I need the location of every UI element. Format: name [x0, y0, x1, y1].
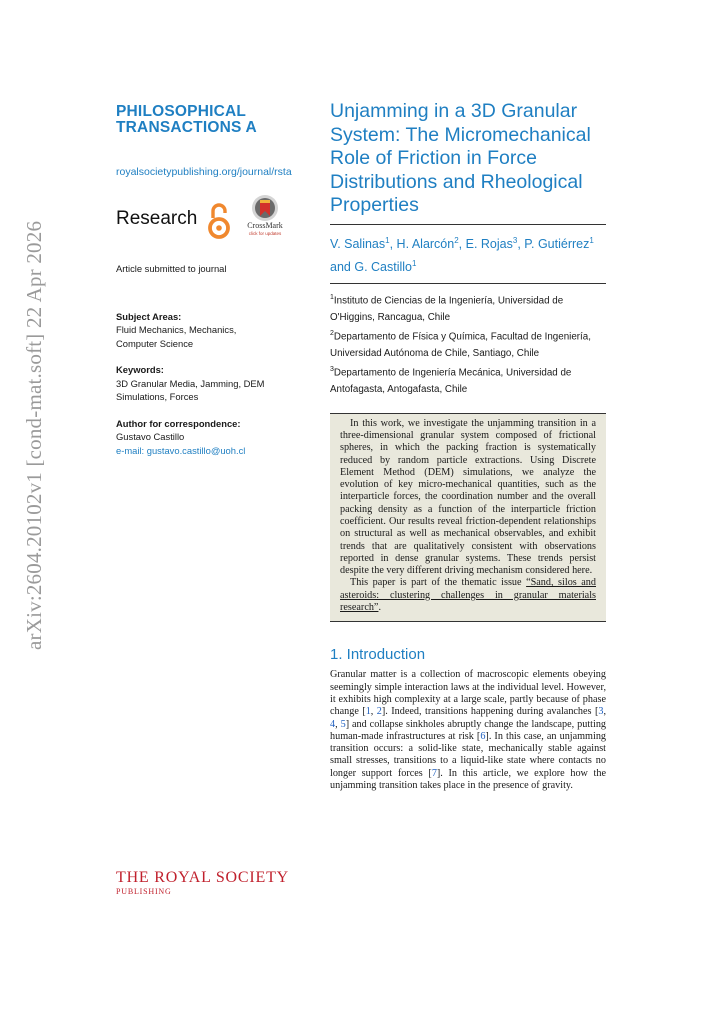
thematic-issue-note	[340, 577, 596, 614]
author-name: G. Castillo	[354, 259, 412, 274]
correspondence-block	[116, 417, 316, 458]
subject-areas-line1: Fluid Mechanics, Mechanics,	[116, 324, 237, 335]
journal-name-line2: TRANSACTIONS A	[116, 119, 257, 136]
submission-note: Article submitted to journal	[116, 263, 227, 274]
intro-text: ,	[370, 706, 377, 718]
abstract-paragraph: In this work, we investigate the unjamming transition in a three-dimensional granular system composed of frictional spheres, in which the packing fraction is systematically reduced by random particle extractions. Using Discrete Element Method (DEM) simulations, we analyze the evolution of key micro-mechanical quantities, such as the interparticle forces, the coordination number and the overall packing density as a function of the interparticle friction coefficient. Our results reveal friction-dependent relationships on structural as well as mechanical observables, and exhibit trends that are qualitatively consistent with observations reported in dense granular systems. These trends persist despite the very different driving mechanism considered here.	[340, 417, 596, 577]
correspondence-name: Gustavo Castillo	[116, 431, 185, 442]
correspondence-email-link[interactable]: e-mail: gustavo.castillo@uoh.cl	[116, 444, 246, 456]
intro-text: ,	[603, 706, 606, 718]
subject-areas-line2: Computer Science	[116, 337, 194, 349]
main-column	[330, 100, 606, 792]
affiliation-mark: 1	[330, 293, 334, 301]
thematic-issue-prefix: This paper is part of the thematic issue	[350, 577, 527, 589]
crossmark-label: CrossMark	[247, 221, 283, 230]
title-line: System: The Micromechanical	[330, 123, 591, 146]
intro-text: ,	[335, 718, 341, 730]
affiliation-text: Departamento de Ingeniería Mecánica, Universidad de Antofagasta, Antogafasta, Chile	[330, 367, 572, 396]
journal-name[interactable]	[116, 104, 316, 136]
citation-link[interactable]: 2	[376, 706, 382, 718]
affiliation-item	[330, 326, 606, 362]
author-affil-mark: 3	[512, 235, 518, 245]
author-name: P. Gutiérrez	[524, 236, 590, 251]
section-heading-introduction: 1. Introduction	[330, 646, 426, 664]
thematic-issue-link[interactable]: “Sand, silos and asteroids: clustering challenges in granular materials research”	[340, 577, 596, 614]
badge-row	[116, 194, 316, 242]
citation-link[interactable]: 7	[431, 767, 437, 779]
author-list: V. Salinas$^1$, H. Alarcón$^2$, E. Rojas$^3$, P. Gutiérrez$^1$ and G. Castillo$^1$	[330, 235, 594, 274]
journal-name-line1: PHILOSOPHICAL	[116, 103, 247, 120]
article-type-label: Research	[116, 208, 198, 229]
author-name: H. Alarcón	[396, 236, 455, 251]
publisher-subname: PUBLISHING	[116, 887, 172, 896]
citation-link[interactable]: 1	[365, 706, 371, 718]
title-line: Distributions and Rheological	[330, 170, 583, 193]
subject-areas-block	[116, 310, 316, 351]
left-sidebar	[116, 104, 316, 457]
affiliation-text: Instituto de Ciencias de la Ingeniería, Universidad de O'Higgins, Rancagua, Chile	[330, 295, 564, 323]
keywords-line2: Simulations, Forces	[116, 391, 199, 402]
keywords-heading: Keywords:	[116, 364, 164, 375]
thematic-issue-suffix: .	[378, 602, 381, 614]
author-name: V. Salinas	[330, 236, 386, 251]
crossmark-sublabel: click for updates	[248, 231, 282, 236]
publisher-name: THE ROYAL SOCIETY	[116, 869, 289, 886]
abstract-box	[330, 413, 606, 623]
title-line: Role of Friction in Force	[330, 147, 537, 169]
affiliation-item	[330, 362, 606, 398]
affiliation-mark: 3	[330, 366, 334, 374]
title-line: Unjamming in a 3D Granular	[330, 100, 578, 122]
title-divider	[330, 224, 606, 225]
journal-url-link[interactable]: royalsocietypublishing.org/journal/rsta	[116, 166, 292, 178]
citation-link[interactable]: 3	[598, 706, 604, 718]
title-line: Properties	[330, 194, 419, 216]
authors-divider	[330, 283, 606, 284]
intro-text: ]. In this case, an unjamming transition occurs: a solid-like state, mechanically stable against small stresses, transitions to a liquid-like state where contacts no longer support forces [	[330, 730, 607, 779]
introduction-paragraph	[330, 669, 606, 792]
author-affil-mark: 2	[454, 235, 459, 245]
affiliation-item	[330, 290, 606, 326]
citation-link[interactable]: 5	[340, 718, 346, 730]
intro-text: ]. Indeed, transitions happening during avalanches [	[381, 706, 599, 718]
citation-link[interactable]: 4	[330, 718, 336, 730]
citation-link[interactable]: 6	[480, 730, 486, 742]
keywords-block	[116, 363, 316, 404]
arxiv-identifier-stamp: arXiv:2604.20102v1 [cond-mat.soft] 22 Apr 2026	[22, 220, 46, 650]
correspondence-heading: Author for correspondence:	[116, 417, 241, 429]
affiliation-text: Departamento de Física y Química, Facultad de Ingeniería, Universidad Autónoma de Chile, Santiago, Chile	[330, 331, 591, 359]
intro-text: Granular matter is a collection of macroscopic elements obeying seemingly simple interaction laws at the individual level. However, it exhibits high complexity at a large scale, partly because of phase change [	[330, 669, 606, 718]
intro-text: ] and collapse sinkholes abruptly change the landscape, putting human-made infrastructures at risk [	[330, 718, 607, 742]
author-affil-mark: 1	[412, 258, 417, 268]
author-affil-mark: 1	[385, 235, 390, 245]
author-affil-mark: 1	[589, 235, 594, 245]
author-name: E. Rojas	[465, 236, 513, 251]
publisher-logo	[116, 869, 316, 896]
open-access-lock-icon	[207, 202, 231, 240]
subject-areas-heading: Subject Areas:	[116, 310, 182, 322]
keywords-line1: 3D Granular Media, Jamming, DEM	[116, 377, 265, 389]
affiliation-mark: 2	[330, 330, 334, 338]
paper-title	[330, 100, 606, 218]
affiliations	[330, 290, 606, 399]
intro-text: ]. In this article, we explore how the unjamming transition takes place in the presence of gravity.	[330, 767, 606, 792]
